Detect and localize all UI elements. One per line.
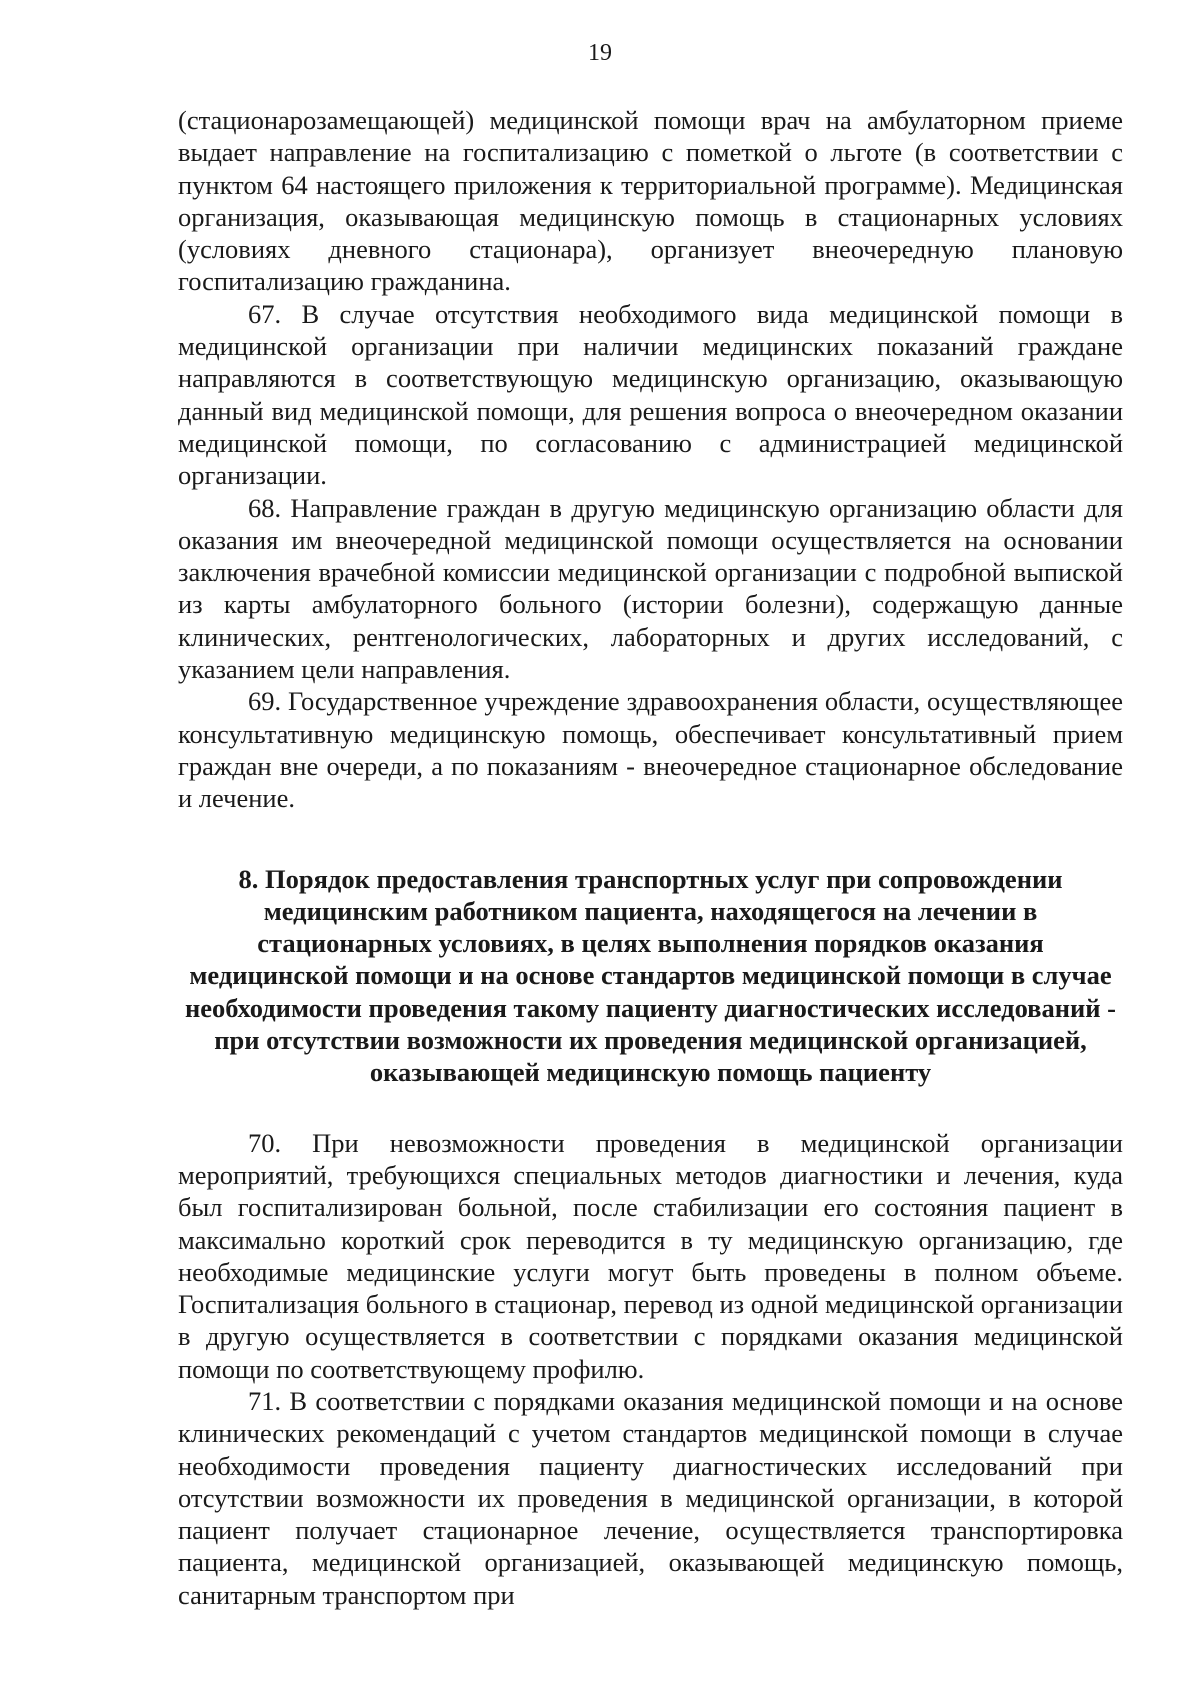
paragraph-68: 68. Направление граждан в другую медицинскую организацию области для оказания им внеочередной медицинской помощи осуществляется на основании заключения врачебной комиссии медицинской организации с подробной выпиской из карты амбулаторного больного (истории болезни), содержащую данные клинических, рентгенологических, лабораторных и других исследований, с указанием цели направления. [178, 492, 1123, 685]
paragraph-continuation: (стационарозамещающей) медицинской помощи врач на амбулаторном приеме выдает направление на госпитализацию с пометкой о льготе (в соответствии с пунктом 64 настоящего приложения к территориальной программе). Медицинская организация, оказывающая медицинскую помощь в стационарных условиях (условиях дневного стационара), организует внеочередную плановую госпитализацию гражданина. [178, 105, 1123, 297]
document-body [178, 104, 1123, 1611]
paragraph-69: 69. Государственное учреждение здравоохранения области, осуществляющее консультативную медицинскую помощь, обеспечивает консультативный прием граждан вне очереди, а по показаниям - внеочередное стационарное обследование и лечение. [178, 686, 1123, 814]
paragraph-71: 71. В соответствии с порядками оказания медицинской помощи и на основе клинических рекомендаций с учетом стандартов медицинской помощи в случае необходимости проведения пациенту диагностических исследований при отсутствии возможности их проведения в медицинской организации, в которой пациент получает стационарное лечение, осуществляется транспортировка пациента, медицинской организацией, оказывающей медицинскую помощь, санитарным транспортом при [178, 1385, 1123, 1610]
page-number: 19 [588, 40, 612, 66]
paragraph-67: 67. В случае отсутствия необходимого вида медицинской помощи в медицинской организации при наличии медицинских показаний граждане направляются в соответствующую медицинскую организацию, оказывающую данный вид медицинской помощи, для решения вопроса о внеочередном оказании медицинской помощи, по согласованию с администрацией медицинской организации. [178, 298, 1123, 491]
section-heading: 8. Порядок предоставления транспортных услуг при сопровождении медицинским работником пациента, находящегося на лечении в стационарных условиях, в целях выполнения порядков оказания медицинской помощи и на основе стандартов медицинской помощи в случае необходимости проведения такому пациенту диагностических исследований - при отсутствии возможности их проведения медицинской организацией, оказывающей медицинскую помощь пациенту [185, 863, 1116, 1088]
paragraph-70: 70. При невозможности проведения в медицинской организации мероприятий, требующихся специальных методов диагностики и лечения, куда был госпитализирован больной, после стабилизации его состояния пациент в максимально короткий срок переводится в ту медицинскую организацию, где необходимые медицинские услуги могут быть проведены в полном объеме. Госпитализация больного в стационар, перевод из одной медицинской организации в другую осуществляется в соответствии с порядками оказания медицинской помощи по соответствующему профилю. [178, 1127, 1123, 1384]
